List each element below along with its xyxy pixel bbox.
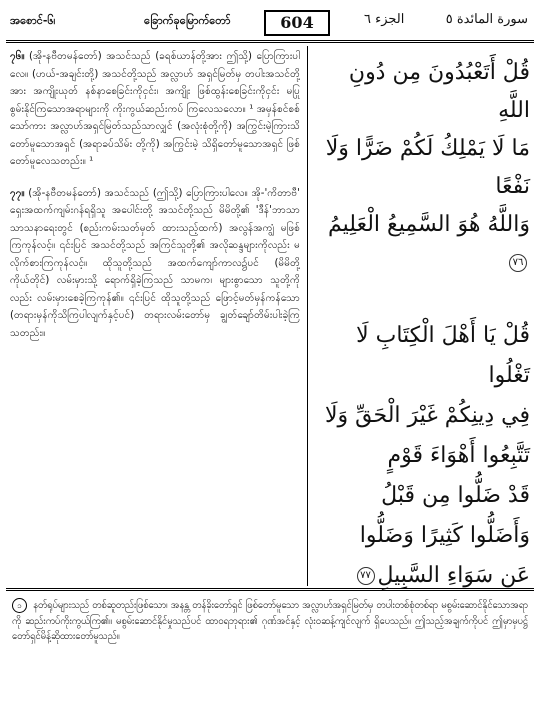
verse-text: (အို-နဗီတမန်တော်) အသင်သည် (ခရစ်ယာန်တို့အား ဤသို့) ပြောကြားပါလေ။ (ဟယ်-အချင်းတို့) အသင်တို့သည် အလ္လာဟ် အရှင်မြတ်မှ တပါးအသင်တို့အား အကျိုးယုတ် နစ်နာစေခြင်းကိုငှင်း၊ အကျိုး ဖြစ်ထွန်းစေခြင်းကိုငှင်း မပြုစွမ်းနိုင်ကြသောအရာများကို ကိုးကွယ်ဆည်းကပ် ကြလေသလော။ ¹ အမှန်စင်စစ်သော်ကား အလ္လာဟ်အရှင်မြတ်သည်သာလျှင် (အလုံးစုံတို့ကို) အကြွင်းမဲ့ကြားသိတော်မူသောအရှင် (အရာခပ်သိမ်း တို့ကို) အကြွင်းမဲ့ သိရှိတော်မူသောအရှင် ဖြစ်တော်မူလေသတည်း။ ¹	[10, 51, 300, 167]
header-surah-arabic: سورة المائدة ٥	[445, 12, 528, 27]
header-surah-burmese: အစောင်-၆၊	[10, 14, 56, 27]
arabic-line: عَن سَوَاءِ السَّبِيلِ٧٧	[316, 556, 530, 596]
arabic-line: فِي دِينِكُمْ غَيْرَ الْحَقِّ وَلَا	[325, 403, 530, 428]
header-juz-arabic: الجزء ٦	[364, 12, 405, 27]
footnote-text: နတ်ရုပ်များသည် တစ်ဆူတည်းဖြစ်သော၊ အနန္တ တန်ခိုးတော်ရှင် ဖြစ်တော်မူသော အလ္လာဟ်အရှင်မြတ်မှ တပါးတစ်စုံတစ်ရာ မစွမ်းဆောင်နိုင်သောအရာကို ဆည်းကပ်ကိုးကွယ်ကြ၏။ မစွမ်းဆောင်နိုင်မှုသည်ပင် ထာဝရဘုရား၏ ဂုဏ်အင်နှင့် လုံးဝဆန့်ကျင်လျက် ရှိပေသည်။ ဤသည့်အချက်ကိုပင် ဤမှာမှပဋ္ဌ်တော်ရှင်မိန့်ဆိုထားတော်မူသည်။	[12, 600, 529, 642]
verse-text: (အို-နဗီတမန်တော်) အသင်သည် (ဤသို့) ပြောကြားပါလေ။ အို-'ကိတာဗီ' ရှေးအထက်ကျမ်းဂန်ရရှိသူ အပေါင်းတို့ အသင်တို့သည် မိမိတို့၏ 'ဒီန်'ဘာသာ သာသနာရေးတွင် (စည်းကမ်းသတ်မှတ် ထားသည့်ထက်) အလွန်အကျွံ မဖြစ်ကြကုန်လင့်။ ၎င်းပြင် အသင်တို့သည် အကြင်သူတို့၏ အလိုဆန္ဒများကိုလည်း မလိုက်စားကြကုန်လင့်။ ထိုသူတို့သည် အထက်ကျော်ကာလ၌ပင် (မိမိတို့ကိုယ်တိုင်) လမ်းမှားသို့ ရောက်ရှိခဲ့ကြသည် သာမက၊ များစွာသော သူတို့ကိုလည်း လမ်းမှားစေခဲ့ကြကုန်၏။ ၎င်းပြင် ထိုသူတို့သည် ဖြောင့်မတ်မှန်ကန်သော (တရားမှန်ကိုသိကြပါလျက်နှင့်ပင်) တရားလမ်းတော်မှ ချွတ်ချော်တိမ်းပါးခဲ့ကြသတည်း။	[10, 187, 300, 339]
arabic-line: مَا لَا يَمْلِكُ لَكُمْ ضَرًّا وَلَا نَفْعًا	[325, 136, 530, 199]
arabic-verse-77	[316, 316, 530, 596]
footnote	[12, 598, 528, 645]
arabic-line: تَتَّبِعُوا أَهْوَاءَ قَوْمٍ	[387, 443, 530, 468]
page-header	[4, 8, 536, 36]
footnote-marker: ၁	[12, 598, 27, 613]
arabic-line: قُلْ أَتَعْبُدُونَ مِن دُونِ اللَّهِ	[348, 60, 530, 123]
footnote-divider	[6, 588, 534, 591]
arabic-line: وَأَضَلُّوا كَثِيرًا وَضَلُّوا	[359, 523, 530, 548]
verse-translation-76	[10, 48, 300, 171]
verse-number: ၇၆။	[10, 51, 25, 62]
header-juz-burmese: ခြောက်ခုမြောက်တော်	[144, 14, 231, 27]
column-divider	[307, 46, 308, 586]
quran-page	[4, 4, 536, 708]
arabic-verse-76	[316, 54, 530, 282]
verse-end-marker: ٧٦	[509, 254, 527, 272]
verse-translation-77	[10, 185, 300, 343]
page-number: 604	[264, 10, 330, 36]
verse-number: ၇၇။	[10, 187, 25, 199]
translation-column	[10, 48, 300, 342]
verse-end-marker: ٧٧	[357, 567, 375, 585]
arabic-line: قَدْ ضَلُّوا مِن قَبْلُ	[381, 483, 530, 508]
header-divider	[6, 40, 534, 43]
arabic-line: قُلْ يَا أَهْلَ الْكِتَابِ لَا تَغْلُوا	[356, 323, 530, 388]
arabic-line: وَاللَّهُ هُوَ السَّمِيعُ الْعَلِيمُ٧٦	[316, 206, 530, 282]
